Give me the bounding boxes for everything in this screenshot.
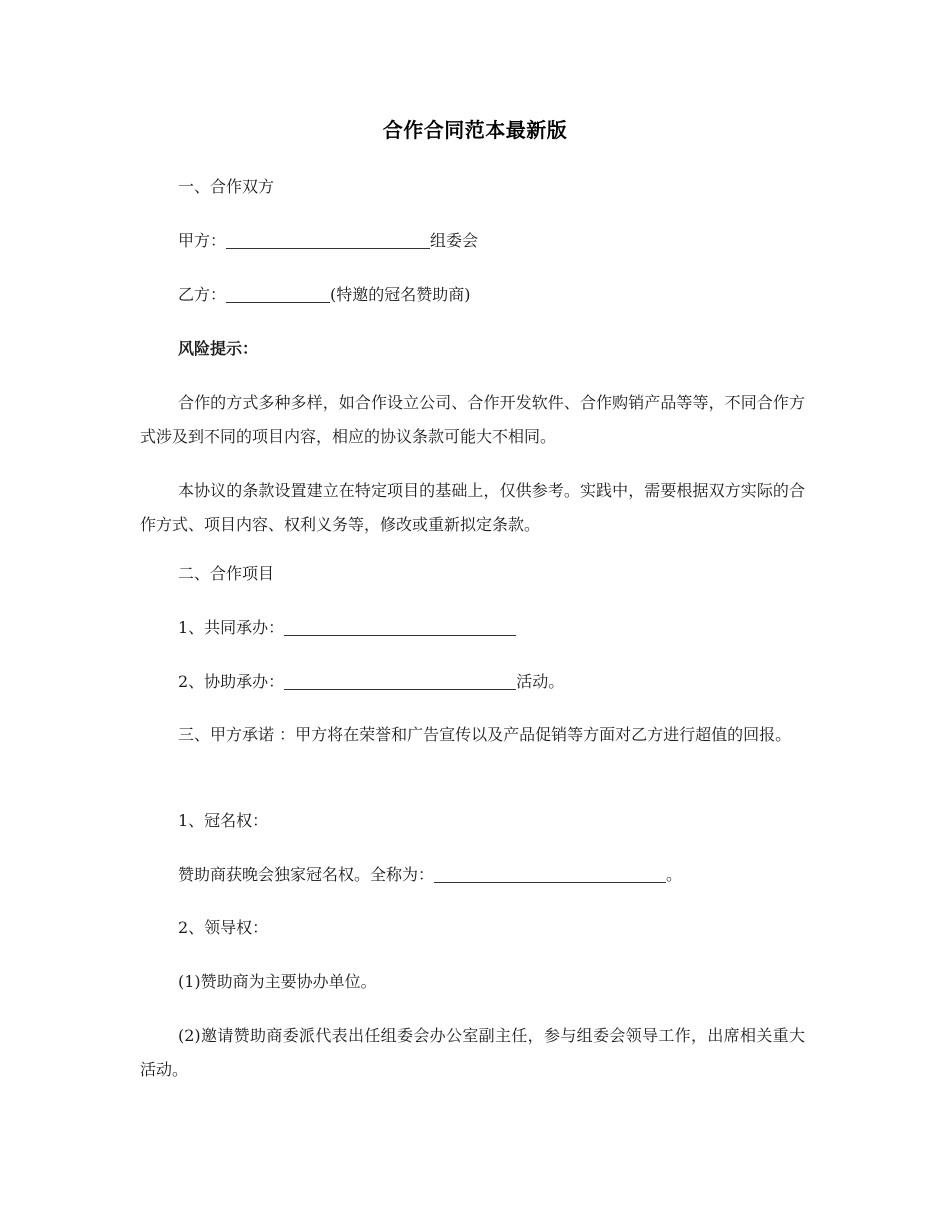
party-a-blank [226, 230, 430, 249]
section2-heading: 二、合作项目 [178, 564, 275, 583]
item2-label: 2、协助承办： [178, 672, 285, 691]
party-b-blank [226, 284, 330, 303]
naming-text-prefix: 赞助商获晚会独家冠名权。全称为： [178, 865, 435, 884]
section1-heading: 一、合作双方 [178, 177, 275, 196]
leadership-heading: 2、领导权： [178, 918, 269, 937]
item2-suffix: 活动。 [516, 672, 565, 691]
naming-heading: 1、冠名权： [178, 811, 269, 830]
risk-paragraph-2: 本协议的条款设置建立在特定项目的基础上，仅供参考。实践中，需要根据双方实际的合作方式、项目内容、权利义务等，修改或重新拟定条款。 [140, 481, 805, 534]
item2-blank [284, 671, 516, 690]
risk-heading: 风险提示： [178, 339, 259, 358]
section3-paragraph: 三、甲方承诺 ：甲方将在荣誉和广告宣传以及产品促销等方面对乙方进行超值的回报。 [178, 725, 792, 744]
leadership-item-1: (1)赞助商为主要协办单位。 [178, 972, 377, 991]
item1-label: 1、共同承办： [178, 618, 285, 637]
naming-blank [434, 864, 666, 883]
party-a-label: 甲方： [178, 231, 227, 250]
item1-line [178, 611, 843, 645]
party-b-line [178, 278, 843, 312]
naming-text-suffix: 。 [666, 865, 683, 884]
leadership-item-2: (2)邀请赞助商委派代表出任组委会办公室副主任，参与组委会领导工作，出席相关重大活动。 [140, 1026, 805, 1079]
party-a-suffix: 组委会 [430, 231, 479, 250]
document-title: 合作合同范本最新版 [382, 118, 568, 142]
party-b-label: 乙方： [178, 285, 227, 304]
party-b-suffix: (特邀的冠名赞助商) [330, 285, 471, 304]
item1-blank [284, 617, 516, 636]
naming-line [178, 858, 843, 892]
item2-line [178, 665, 843, 699]
risk-paragraph-1: 合作的方式多种多样，如合作设立公司、合作开发软件、合作购销产品等等，不同合作方式涉及到不同的项目内容，相应的协议条款可能大不相同。 [140, 393, 805, 446]
party-a-line [178, 224, 843, 258]
